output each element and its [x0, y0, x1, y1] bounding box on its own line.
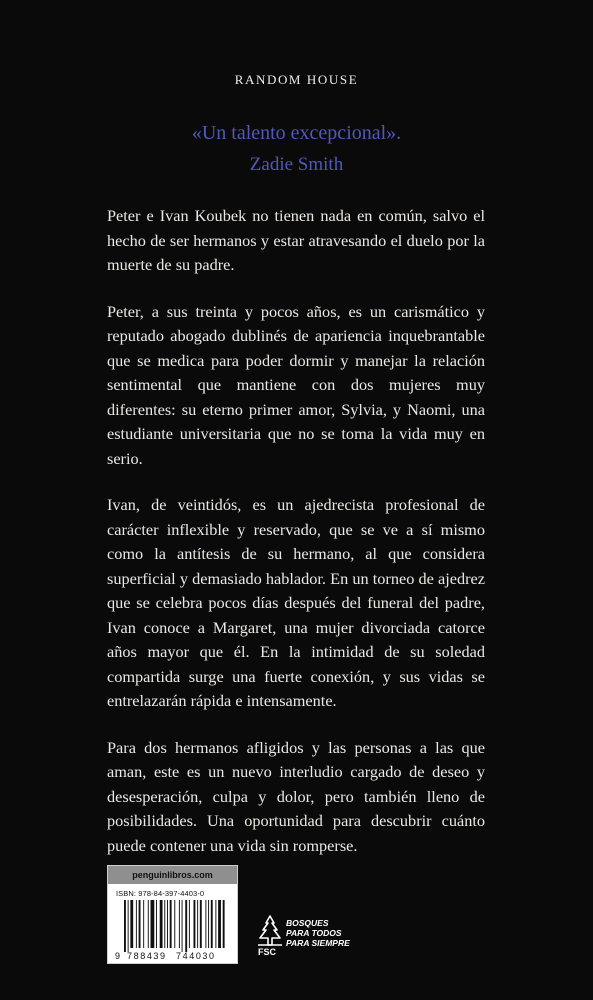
- publisher-website: penguinlibros.com: [108, 866, 237, 884]
- fsc-slogan-line: PARA TODOS: [286, 928, 342, 938]
- barcode-bar: [124, 900, 126, 952]
- fsc-tree-icon: [256, 914, 284, 948]
- synopsis-paragraph: Ivan, de veintidós, es un ajedrecista profesional de carácter inflexible y reservado, que se ve a sí mismo como la antítesis de su hermano, al que considera superficial y demasiado hablador. En un torneo de ajedrez que se celebra pocos días después del funeral del padre, Ivan conoce a Margaret, una mujer divorciada catorce años mayor que él. En la intimidad de su soledad compartida surge una fuerte conexión, y sus vidas se entrelazarán rápida e intensamente.: [107, 495, 485, 710]
- barcode-bar: [167, 900, 168, 948]
- barcode-bar: [185, 900, 187, 952]
- barcode-bar: [160, 900, 163, 948]
- barcode-bar: [139, 900, 141, 948]
- barcode-bar: [223, 900, 225, 948]
- fsc-logo: [256, 914, 352, 962]
- barcode-icon: [114, 900, 232, 962]
- barcode-bar: [197, 900, 198, 948]
- barcode-bar: [189, 900, 190, 948]
- barcode-bar: [143, 900, 144, 948]
- fsc-slogan: [286, 918, 350, 948]
- quote-text: «Un talento excepcional».: [191, 122, 402, 144]
- review-quote: [0, 118, 593, 180]
- barcode-label: [107, 865, 238, 964]
- barcode-bar: [179, 900, 180, 948]
- barcode-bar: [174, 900, 175, 948]
- barcode-digits-right: 744030: [176, 951, 216, 961]
- barcode-bar: [148, 900, 149, 948]
- barcode-bar: [130, 900, 133, 948]
- barcode-bar: [136, 900, 137, 948]
- fsc-slogan-line: PARA SIEMPRE: [286, 938, 350, 948]
- barcode-bar: [194, 900, 196, 948]
- isbn-number: ISBN: 978-84-397-4403-0: [116, 889, 205, 898]
- barcode-bar: [218, 900, 221, 948]
- quote-author: Zadie Smith: [249, 154, 344, 175]
- synopsis-paragraph: Peter e Ivan Koubek no tienen nada en común, salvo el hecho de ser hermanos y estar atravesando el duelo por la muerte de su padre.: [107, 206, 485, 274]
- synopsis-paragraph: Peter, a sus treinta y pocos años, es un carismático y reputado abogado dublinés de apariencia inquebrantable que se medica para poder dormir y manejar la relación sentimental que mantiene con dos mujeres muy diferentes: su eterno primer amor, Sylvia, y Naomi, una estudiante universitaria que no se toma la vida muy en serio.: [107, 301, 485, 468]
- barcode-bar: [128, 900, 129, 952]
- barcode-digit-lead: 9: [115, 951, 121, 961]
- barcode-bar: [200, 900, 202, 948]
- barcode-bar: [208, 900, 209, 948]
- barcode-bar: [151, 900, 155, 948]
- synopsis: [107, 204, 485, 880]
- barcode-bar: [182, 900, 183, 952]
- fsc-label: FSC: [258, 947, 276, 957]
- fsc-slogan-line: BOSQUES: [286, 918, 329, 928]
- publisher-name: RANDOM HOUSE: [234, 72, 359, 87]
- barcode-bar: [170, 900, 172, 948]
- barcode-bar: [156, 900, 157, 948]
- barcode-bar: [211, 900, 213, 948]
- barcode-bar: [215, 900, 216, 948]
- barcode-bar: [164, 900, 165, 948]
- synopsis-paragraph: Para dos hermanos afligidos y las personas a las que aman, este es un nuevo interludio cargado de deseo y desesperación, culpa y dolor, pero también lleno de posibilidades. Una oportunidad para descubrir cuánto puede contener una vida sin romperse.: [107, 737, 485, 855]
- barcode-bar: [205, 900, 206, 948]
- barcode-digits-left: 788439: [127, 951, 167, 961]
